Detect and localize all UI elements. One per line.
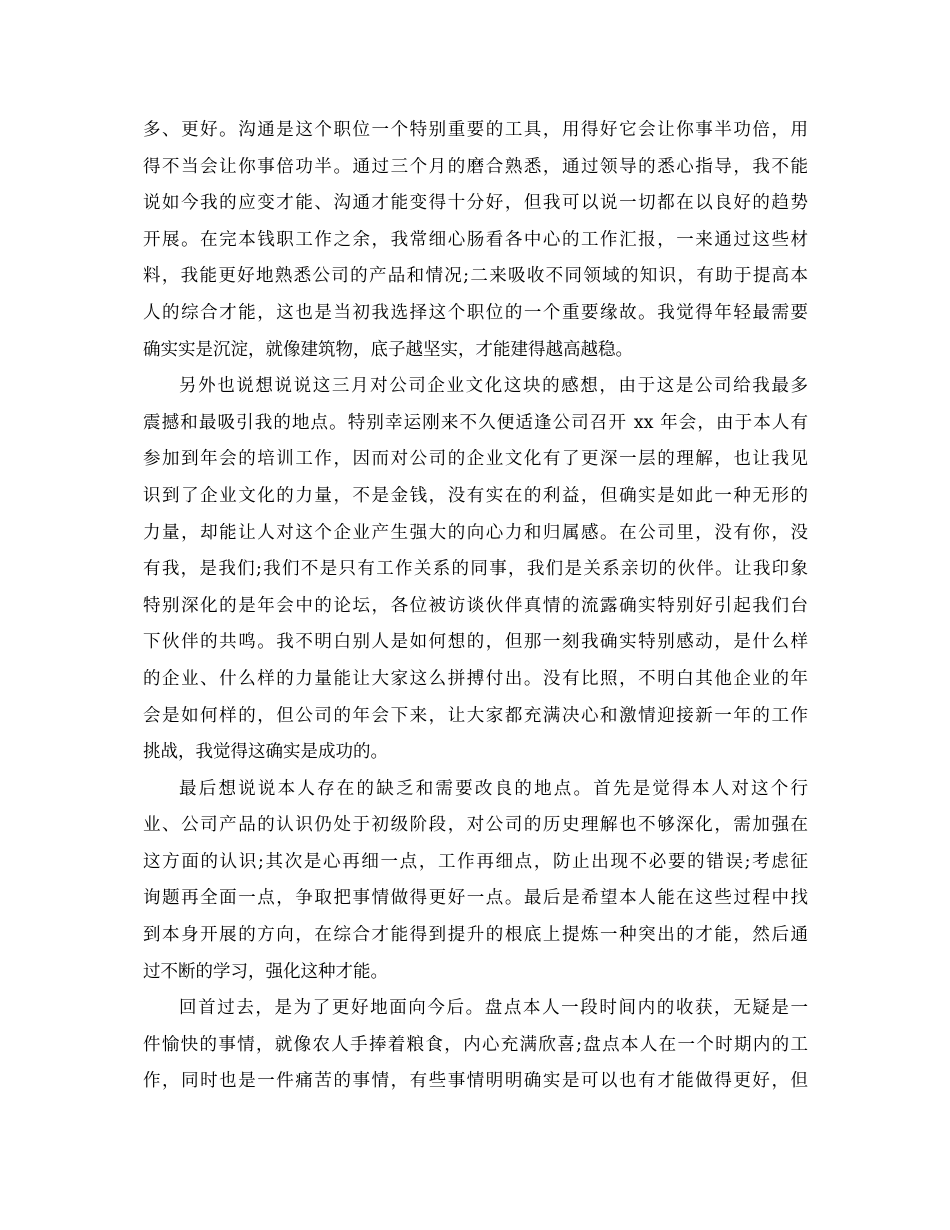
- text-line: 力量，却能让人对这个企业产生强大的向心力和归属感。在公司里，没有你，没: [143, 522, 808, 543]
- text-line: 过不断的学习，强化这种才能。: [143, 961, 388, 982]
- text-line: 业、公司产品的认识仍处于初级阶段，对公司的历史理解也不够深化，需加强在: [143, 815, 808, 836]
- text-line: 作，同时也是一件痛苦的事情，有些事情明明确实是可以也有才能做得更好，但: [143, 1071, 808, 1092]
- text-line: 料，我能更好地熟悉公司的产品和情况;二来吸收不同领域的知识，有助于提高本: [143, 266, 808, 287]
- paragraph-3: [143, 771, 808, 991]
- text-line: 人的综合才能，这也是当初我选择这个职位的一个重要缘故。我觉得年轻最需要: [143, 302, 808, 323]
- text-line: 开展。在完本钱职工作之余，我常细心肠看各中心的工作汇报，一来通过这些材: [143, 229, 808, 250]
- text-line: 有我，是我们;我们不是只有工作关系的同事，我们是关系亲切的伙伴。让我印象: [143, 559, 808, 580]
- text-line: 多、更好。沟通是这个职位一个特别重要的工具，用得好它会让你事半功倍，用: [143, 120, 808, 140]
- text-line: 参加到年会的培训工作，因而对公司的企业文化有了更深一层的理解，也让我见: [143, 449, 808, 470]
- paragraph-4: [143, 990, 808, 1100]
- paragraph-1: [143, 112, 808, 368]
- text-line: 说如今我的应变才能、沟通才能变得十分好，但我可以说一切都在以良好的趋势: [143, 193, 808, 214]
- text-line: 回首过去，是为了更好地面向今后。盘点本人一段时间内的收获，无疑是一: [179, 998, 808, 1019]
- text-line: 询题再全面一点，争取把事情做得更好一点。最后是希望本人能在这些过程中找: [143, 888, 808, 909]
- text-line: 的企业、什么样的力量能让大家这么拼搏付出。没有比照，不明白其他企业的年: [143, 668, 808, 689]
- text-line: 这方面的认识;其次是心再细一点，工作再细点，防止出现不必要的错误;考虑征: [143, 851, 808, 872]
- paragraph-2: [143, 368, 808, 771]
- text-line: 另外也说想说说这三月对公司企业文化这块的感想，由于这是公司给我最多: [179, 376, 808, 397]
- text-line: 件愉快的事情，就像农人手捧着粮食，内心充满欣喜;盘点本人在一个时期内的工: [143, 1034, 808, 1055]
- text-line: 下伙伴的共鸣。我不明白别人是如何想的，但那一刻我确实特别感动，是什么样: [143, 632, 808, 653]
- text-line: 到本身开展的方向，在综合才能得到提升的根底上提炼一种突出的才能，然后通: [143, 925, 808, 946]
- document-body: [143, 112, 808, 1100]
- text-line: 识到了企业文化的力量，不是金钱，没有实在的利益，但确实是如此一种无形的: [143, 485, 808, 506]
- text-line: 会是如何样的，但公司的年会下来，让大家都充满决心和激情迎接新一年的工作: [143, 705, 808, 726]
- text-line: 挑战，我觉得这确实是成功的。: [143, 742, 388, 763]
- text-line: 震撼和最吸引我的地点。特别幸运刚来不久便适逢公司召开 xx 年会，由于本人有: [143, 412, 808, 433]
- text-line: 得不当会让你事倍功半。通过三个月的磨合熟悉，通过领导的悉心指导，我不能: [143, 156, 808, 177]
- text-line: 最后想说说本人存在的缺乏和需要改良的地点。首先是觉得本人对这个行: [179, 778, 808, 799]
- text-line: 确实实是沉淀，就像建筑物，底子越坚实，才能建得越高越稳。: [143, 339, 633, 360]
- text-line: 特别深化的是年会中的论坛，各位被访谈伙伴真情的流露确实特别好引起我们台: [143, 595, 808, 616]
